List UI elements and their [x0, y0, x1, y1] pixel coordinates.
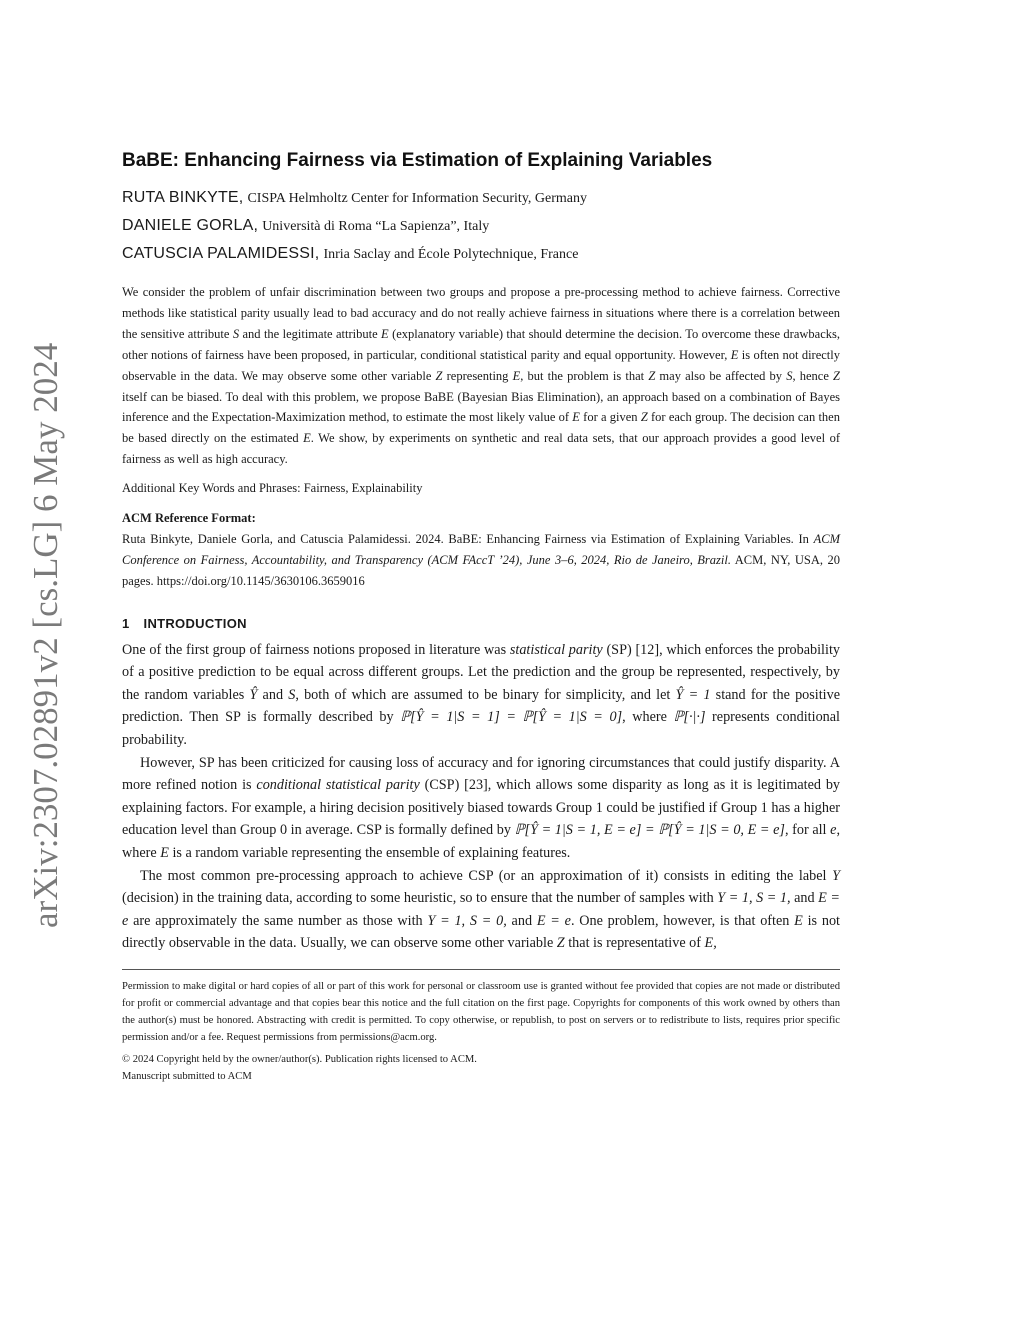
math-var: e — [830, 822, 837, 839]
math-expression: ℙ[Ŷ = 1|S = 1, E = e] = ℙ[Ŷ = 1|S = 0, E = e] — [514, 822, 785, 839]
reference-format-heading: ACM Reference Format: — [122, 511, 256, 526]
reference-format-citation — [122, 529, 840, 592]
body-text: However, SP has been criticized for causing loss of accuracy and for ignoring circumstances that could justify disparity. A more refined notion is — [122, 754, 840, 794]
abstract-text: for each group. The decision can then be based directly on the estimated — [122, 410, 840, 446]
body-text: and — [257, 686, 289, 703]
permission-notice: Permission to make digital or hard copies of all or part of this work for personal or classroom use is granted without fee provided that copies are not made or distributed for profit or commercial advantage and that copies bear this notice and the full citation on the first page. Copyrights for components of this work owned by others than the author(s) must be honored. Abstracting with credit is permitted. To copy otherwise, or republish, to post on servers or to redistribute to lists, requires prior specific permission and/or a fee. Request permissions from permissions@acm.org. — [122, 980, 840, 1044]
math-var: E — [794, 912, 803, 929]
math-var: E — [572, 410, 580, 425]
arxiv-stamp: arXiv:2307.02891v2 [cs.LG] 6 May 2024 — [26, 342, 65, 928]
manuscript-note: Manuscript submitted to ACM — [122, 1071, 252, 1083]
abstract-text: (explanatory variable) that should determine the decision. To overcome these drawbacks, other notions of fairness have been proposed, in particular, conditional statistical parity and equal opportunity. However, — [122, 326, 841, 362]
math-var: E — [160, 844, 169, 861]
math-var: Y — [832, 867, 840, 884]
body-text: One of the first group of fairness notions proposed in literature was — [122, 641, 510, 658]
citation-text: Ruta Binkyte, Daniele Gorla, and Catuscia Palamidessi. 2024. BaBE: Enhancing Fairness via Estimation of Explaining Variables. In — [122, 532, 814, 547]
body-text: are approximately the same number as those with — [128, 912, 428, 929]
abstract-text: for a given — [579, 410, 641, 425]
abstract — [122, 282, 840, 470]
math-var: Z — [648, 368, 656, 383]
citation-venue: ACM Conference on Fairness, Accountability, and Transparency (ACM FAccT ’24), June 3–6, 2024, Rio de Janeiro, Brazil. — [122, 532, 840, 568]
math-expression: Ŷ = 1 — [675, 686, 711, 703]
math-var: E — [303, 431, 311, 446]
abstract-text: , but the problem is that — [520, 368, 649, 383]
paper-first-page — [122, 150, 840, 1085]
body-text: represents conditional probability. — [122, 709, 840, 748]
math-var: E — [512, 368, 521, 383]
math-var: Z — [435, 368, 443, 383]
math-expression: Y = 1, S = 0, — [427, 912, 507, 929]
body-text: (CSP) [23], which allows some disparity as long as it is legitimated by explaining factors. For example, a hiring decision positively biased towards Group 1 could be justified if Group 1 has a higher education level than Group 0 in average. CSP is formally defined by — [122, 777, 841, 839]
math-var: S — [232, 326, 240, 341]
body-text: and — [506, 912, 537, 929]
author-name: DANIELE GORLA, — [122, 217, 259, 234]
author-name: CATUSCIA PALAMIDESSI, — [122, 245, 320, 262]
paper-title: BaBE: Enhancing Fairness via Estimation of Explaining Variables — [122, 150, 713, 171]
body-text: is a random variable representing the ensemble of explaining features. — [168, 844, 571, 861]
body-text: that is representative of — [564, 935, 705, 952]
author-affiliation: Università di Roma “La Sapienza”, Italy — [262, 219, 490, 234]
abstract-text: and the legitimate attribute — [239, 326, 382, 341]
author-2 — [122, 216, 840, 236]
body-text: and — [790, 890, 819, 907]
copyright-notice: © 2024 Copyright held by the owner/author(s). Publication rights licensed to ACM. — [122, 1054, 477, 1066]
citation-text: ACM, NY, USA, 20 pages. https://doi.org/10.1145/3630106.3659016 — [122, 553, 840, 588]
math-var: Ŷ — [249, 686, 258, 703]
author-3 — [122, 244, 840, 264]
body-text: is not directly observable in the data. Usually, we can observe some other variable — [122, 912, 840, 952]
abstract-text: may also be affected by — [655, 368, 787, 383]
abstract-text: We consider the problem of unfair discrimination between two groups and propose a pre-processing method to achieve fairness. Corrective methods like statistical parity usually lead to bad accuracy and do not really achieve fairness in situations where there is a correlation between the sensitive attribute — [122, 285, 840, 341]
abstract-text: representing — [442, 368, 513, 383]
abstract-text: . We show, by experiments on synthetic and real data sets, that our approach provides a good level of fairness as well as high accuracy. — [122, 431, 840, 467]
body-text: (SP) [12], which enforces the probability of a positive prediction to be equal across different groups. Let the prediction and the group be represented, respectively, by the random variables — [122, 641, 840, 703]
math-expression: Y = 1, S = 1, — [717, 890, 791, 907]
math-var: Z — [833, 368, 840, 383]
body-text: , where — [622, 709, 674, 726]
footnote-divider — [122, 969, 840, 970]
math-var: S — [288, 686, 296, 703]
intro-paragraph-2 — [122, 752, 840, 864]
author-1 — [122, 188, 840, 208]
author-name: RUTA BINKYTE, — [122, 189, 244, 206]
keywords: Additional Key Words and Phrases: Fairness, Explainability — [122, 481, 423, 496]
section-heading — [122, 616, 840, 632]
math-var: E — [730, 347, 739, 362]
emphasis: conditional statistical parity — [256, 777, 420, 794]
intro-paragraph-1 — [122, 639, 840, 751]
body-text: , where — [122, 822, 840, 861]
section-number: 1 — [122, 615, 130, 631]
math-expression: E = e — [536, 912, 571, 929]
math-var: Z — [640, 410, 648, 425]
body-text: The most common pre-processing approach to achieve CSP (or an approximation of it) consists in editing the label — [140, 867, 833, 884]
math-expression: E = e — [122, 890, 840, 929]
math-var: E, — [704, 935, 717, 952]
math-expression: ℙ[Ŷ = 1|S = 1] = ℙ[Ŷ = 1|S = 0] — [400, 709, 623, 726]
body-text: , both of which are assumed to be binary for simplicity, and let — [295, 686, 676, 703]
math-var: S — [786, 368, 793, 383]
intro-paragraph-3 — [122, 865, 840, 955]
math-var: Z — [556, 935, 565, 952]
abstract-text: itself can be biased. To deal with this problem, we propose BaBE (Bayesian Bias Elimination), an approach based on a combination of Bayes inference and the Expectation-Maximization method, to estimate the most likely value of — [122, 389, 840, 425]
author-list — [122, 188, 840, 264]
abstract-text: , hence — [792, 368, 834, 383]
body-text: stand for the positive prediction. Then SP is formally described by — [122, 686, 841, 726]
math-expression: ℙ[·|·] — [673, 709, 706, 726]
body-text: , for all — [784, 822, 831, 839]
section-title: INTRODUCTION — [143, 615, 247, 631]
author-affiliation: CISPA Helmholtz Center for Information Security, Germany — [247, 191, 588, 206]
body-text: (decision) in the training data, according to some heuristic, so to ensure that the number of samples with — [122, 890, 718, 907]
abstract-text: is often not directly observable in the data. We may observe some other variable — [122, 347, 841, 383]
math-var: E — [381, 326, 389, 341]
author-affiliation: Inria Saclay and École Polytechnique, France — [323, 247, 579, 262]
emphasis: statistical parity — [509, 641, 603, 658]
body-text: . One problem, however, is that often — [570, 912, 795, 929]
